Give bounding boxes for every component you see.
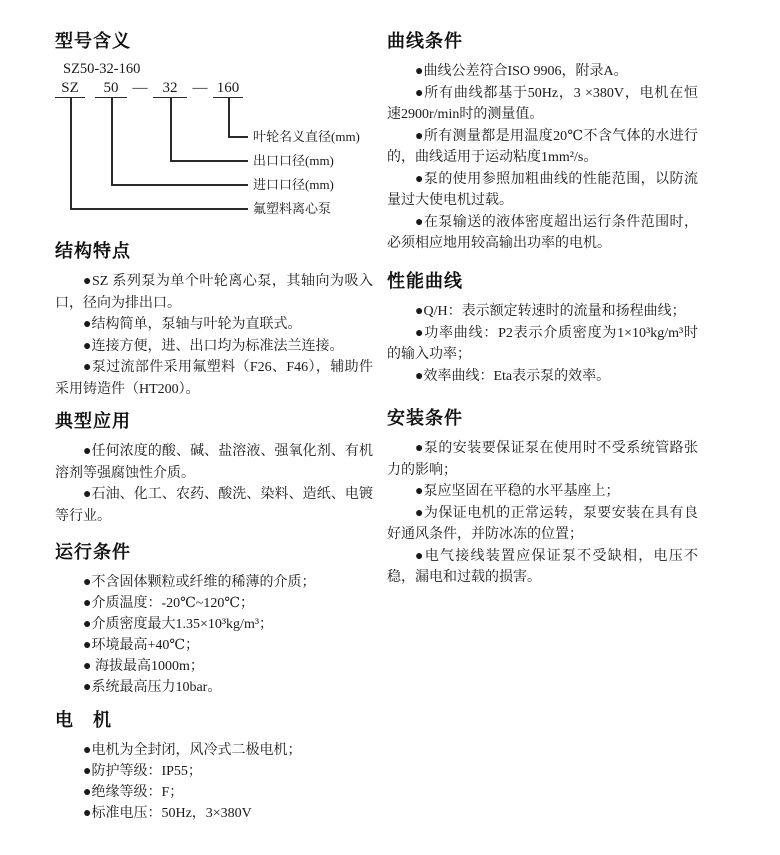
section-performance-curves — [387, 270, 698, 387]
section-installation-conditions — [387, 407, 698, 589]
section-model-meaning — [55, 30, 373, 222]
model-dash: — — [192, 80, 208, 96]
section-motor — [55, 709, 373, 824]
bullet-paragraph: ●结构简单，泵轴与叶轮为直联式。 — [83, 317, 302, 332]
performance-curves-title: 性能曲线 — [387, 271, 463, 291]
bullet-paragraph: ●不含固体颗粒或纤维的稀薄的介质； — [83, 575, 316, 590]
model-meaning-title: 型号含义 — [55, 31, 131, 51]
diagram-line — [70, 97, 72, 208]
section-operating-conditions — [55, 541, 373, 698]
model-dash: — — [132, 80, 148, 96]
motor-title: 电 机 — [55, 710, 112, 730]
label-outlet-diameter: 出口口径(mm) — [253, 153, 334, 168]
bullet-paragraph: ●绝缘等级：F； — [83, 785, 184, 800]
bullet-paragraph: ●标准电压：50Hz，3×380V — [83, 806, 252, 821]
diagram-line — [111, 97, 113, 184]
bullet-paragraph: ●SZ 系列泵为单个叶轮离心泵，其轴向为吸入口，径向为排出口。 — [55, 274, 373, 311]
bullet-paragraph: ●泵过流部件采用氟塑料（F26、F46），辅助件采用铸造件（HT200）。 — [55, 360, 373, 397]
bullet-paragraph: ●电机为全封闭，风冷式二极电机； — [83, 743, 302, 758]
bullet-paragraph: ●系统最高压力10bar。 — [83, 680, 222, 695]
bullet-paragraph: ●功率曲线：P2表示介质密度为1×10³kg/m³时的输入功率； — [387, 325, 698, 362]
bullet-paragraph: ●所有测量都是用温度20℃不含气体的水进行的，曲线适用于运动粘度1mm²/s。 — [387, 128, 698, 165]
bullet-paragraph: ●泵应坚固在平稳的水平基座上； — [415, 484, 620, 499]
bullet-paragraph: ●介质密度最大1.35×10³kg/m³； — [83, 617, 274, 632]
installation-conditions-title: 安装条件 — [387, 408, 463, 428]
bullet-paragraph: ● 海拔最高1000m； — [83, 659, 204, 674]
bullet-paragraph: ●连接方便，进、出口均为标准法兰连接。 — [83, 338, 344, 354]
diagram-line — [111, 184, 248, 186]
bullet-paragraph: ●效率曲线：Eta表示泵的效率。 — [415, 368, 611, 384]
typical-applications-title: 典型应用 — [55, 411, 131, 431]
section-typical-applications — [55, 410, 373, 527]
label-inlet-diameter: 进口口径(mm) — [253, 177, 334, 192]
bullet-paragraph: ●环境最高+40℃； — [83, 638, 200, 653]
structure-features-title: 结构特点 — [55, 241, 131, 261]
bullet-paragraph: ●防护等级：IP55； — [83, 764, 202, 779]
bullet-paragraph: ●所有曲线都基于50Hz，3 ×380V，电机在恒速2900r/min时的测量值。 — [387, 85, 698, 122]
operating-conditions-title: 运行条件 — [55, 542, 131, 562]
model-segment-series: SZ — [55, 80, 85, 98]
bullet-paragraph: ●Q/H：表示额定转速时的流量和扬程曲线； — [415, 304, 686, 319]
model-breakdown-diagram — [55, 80, 373, 222]
section-structure-features — [55, 240, 373, 400]
bullet-paragraph: ●电气接线装置应保证泵不受缺相，电压不稳，漏电和过载的损害。 — [387, 548, 698, 585]
bullet-paragraph: ●泵的安装要保证泵在使用时不受系统管路张力的影响； — [387, 441, 698, 478]
model-segment-outlet: 32 — [153, 80, 187, 98]
bullet-paragraph: ●任何浓度的酸、碱、盐溶液、强氧化剂、有机溶剂等强腐蚀性介质。 — [55, 444, 373, 481]
diagram-line — [170, 97, 172, 160]
model-segment-impeller: 160 — [213, 80, 243, 98]
curve-conditions-title: 曲线条件 — [387, 31, 463, 51]
model-code: SZ50-32-160 — [63, 61, 141, 77]
bullet-paragraph: ●泵的使用参照加粗曲线的性能范围，以防流量过大使电机过载。 — [387, 171, 698, 208]
model-segment-inlet: 50 — [95, 80, 127, 98]
diagram-line — [228, 97, 230, 136]
bullet-paragraph: ●曲线公差符合ISO 9906，附录A。 — [415, 64, 628, 79]
section-curve-conditions — [387, 30, 698, 255]
bullet-paragraph: ●为保证电机的正常运转，泵要安装在具有良好通风条件，并防冰冻的位置； — [387, 505, 698, 542]
label-impeller-diameter: 叶轮名义直径(mm) — [253, 129, 360, 144]
bullet-paragraph: ●在泵输送的液体密度超出运行条件范围时，必须相应地用较高输出功率的电机。 — [387, 214, 698, 251]
bullet-paragraph: ●石油、化工、农药、酸洗、染料、造纸、电镀等行业。 — [55, 487, 373, 524]
label-pump-type: 氟塑料离心泵 — [253, 201, 332, 216]
diagram-line — [170, 160, 248, 162]
diagram-line — [228, 136, 248, 138]
diagram-line — [70, 208, 248, 210]
bullet-paragraph: ●介质温度：-20℃~120℃； — [83, 596, 255, 611]
